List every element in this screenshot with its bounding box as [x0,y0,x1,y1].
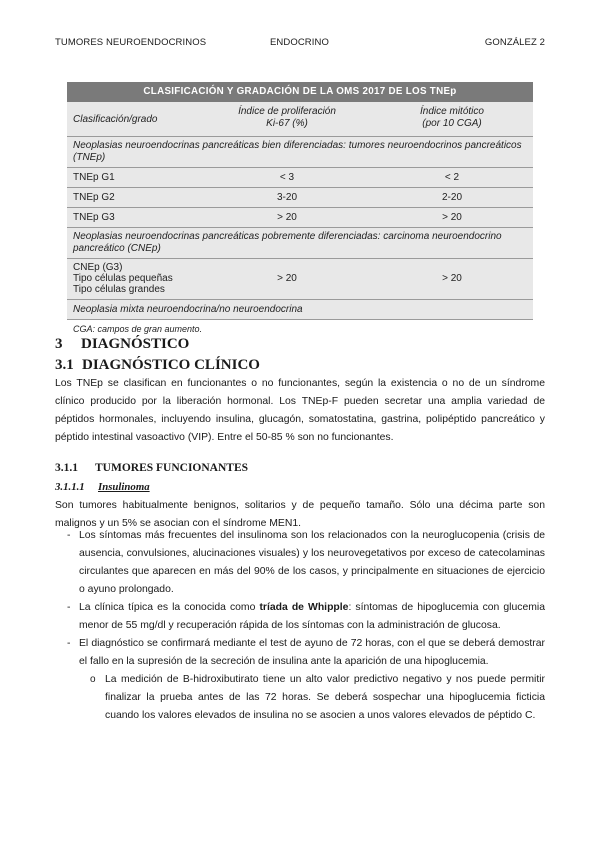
table-title: CLASIFICACIÓN Y GRADACIÓN DE LA OMS 2017 DE LOS TNEp [67,82,533,102]
paragraph-insulinoma: Son tumores habitualmente benignos, solitarios y de pequeño tamaño. Sólo una décima parte son malignos y un 5% se asocian con el síndrome MEN1. [55,500,545,529]
table-row-mixed: Neoplasia mixta neuroendocrina/no neuroendocrina [67,300,533,320]
section-heading-3-1-1: 3.1.1 TUMORES FUNCIONANTES [55,462,249,474]
paragraph-classification: Los TNEp se clasifican en funcionantes o no funcionantes, según la existencia o no de un síndrome clínico producido por la liberación hormonal. Los TNEp-F pueden secretar una amplia variedad de péptidos hormonales, incluyendo insulina, glucagón, somatostatina, gastrina, polipéptido pancreático y péptido intestinal vasoactivo (VIP). Entre el 50-85 % son no funcionantes. [55,378,545,443]
col-mitotic: Índice mitótico (por 10 CGA) [420,106,484,129]
list-item: - El diagnóstico se confirmará mediante el test de ayuno de 72 horas, con el que se deberá demostrar el fallo en la supresión de la secreción de insulina ante la aparición de una hipoglucemia. [67,638,545,667]
table-footnote: CGA: campos de gran aumento. [73,324,203,334]
col-classification: Clasificación/grado [73,114,158,125]
table-row: TNEp G3 > 20 > 20 [67,208,533,228]
header-topic: TUMORES NEUROENDOCRINOS [55,37,207,48]
insulinoma-list [55,527,545,725]
table-row: TNEp G1 < 3 < 2 [67,168,533,188]
section-heading-3-1-1-1: 3.1.1.1 Insulinoma [55,481,150,493]
who-classification-table [67,82,533,334]
page-header [55,37,545,51]
header-specialty: ENDOCRINO [270,37,329,48]
list-item: - La clínica típica es la conocida como tríada de Whipple: síntomas de hipoglucemia con glucemia menor de 55 mg/dl y recuperación rápida de los síntomas con la administración de glucosa. [67,602,545,631]
sub-list-item: o La medición de B-hidroxibutirato tiene un alto valor predictivo negativo y nos puede permitir finalizar la prueba antes de las 72 horas. Se deberá sospechar una hipoglucemia ficticia cuando los valores elevados de insulina no se asocien a unos valores elevados de péptido C. [90,674,545,721]
table-row: TNEp G2 3-20 2-20 [67,188,533,208]
section-heading-3: 3 DIAGNÓSTICO [55,336,190,352]
header-author-page: GONZÁLEZ 2 [484,37,545,48]
table-group-tnep: Neoplasias neuroendocrinas pancreáticas bien diferenciadas: tumores neuroendocrinos pancreáticos (TNEp) [67,137,533,168]
table-header-row [67,102,533,137]
table-row-cnep: CNEp (G3) Tipo células pequeñas Tipo células grandes > 20 > 20 [67,259,533,300]
list-item: - Los síntomas más frecuentes del insulinoma son los relacionados con la neuroglucopenia (crisis de ausencia, convulsiones, alucinaciones visuales) y los neurovegetativos por exceso de catecolaminas circulantes que aparecen en más del 90% de los casos, y principalmente en situaciones de ejercicio o ayuno prolongado. [67,530,545,595]
col-ki67: Índice de proliferación Ki-67 (%) [238,106,336,129]
table-group-cnep: Neoplasias neuroendocrinas pancreáticas pobremente diferenciadas: carcinoma neuroendocrino pancreático (CNEp) [67,228,533,259]
section-heading-3-1: 3.1 DIAGNÓSTICO CLÍNICO [55,357,260,373]
